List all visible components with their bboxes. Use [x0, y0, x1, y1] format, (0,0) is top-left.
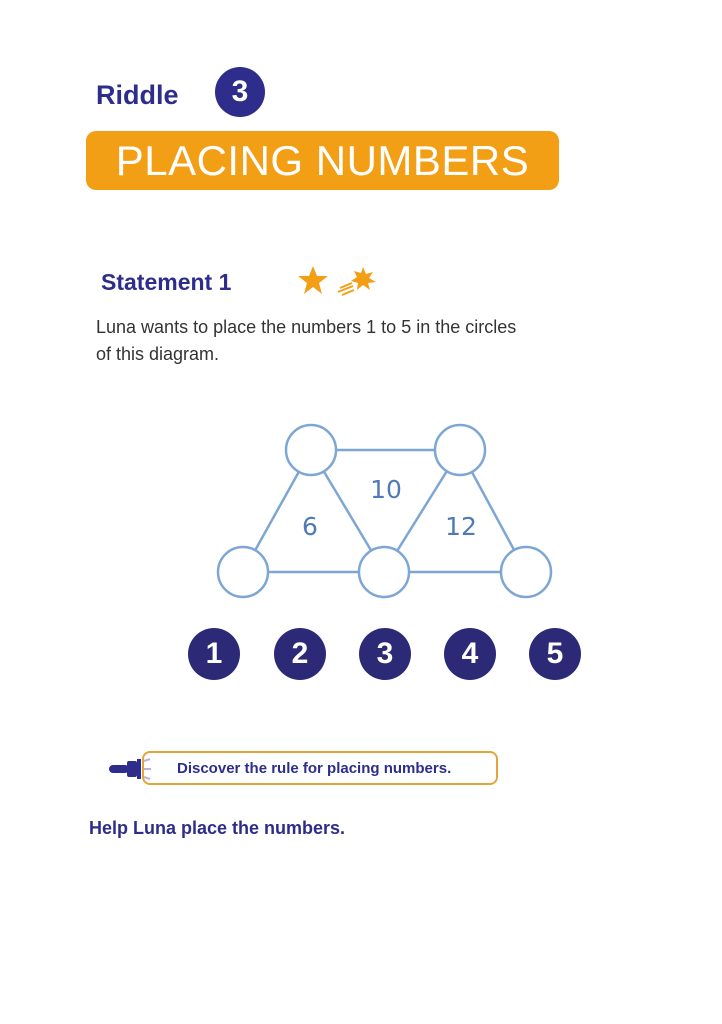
number-token-5[interactable]: 5 [529, 628, 581, 680]
diagram-circle-top-right[interactable] [435, 425, 485, 475]
number-token-2[interactable]: 2 [274, 628, 326, 680]
flashlight-icon [107, 756, 151, 782]
diagram-circle-bottom-right[interactable] [501, 547, 551, 597]
riddle-label: Riddle [96, 80, 179, 110]
number-token-4[interactable]: 4 [444, 628, 496, 680]
task-instruction: Help Luna place the numbers. [89, 818, 346, 838]
diagram-circle-top-left[interactable] [286, 425, 336, 475]
riddle-number-badge: 3 [215, 67, 265, 117]
diagram-circle-bottom-middle[interactable] [359, 547, 409, 597]
triangle-sum-middle: 10 [370, 475, 402, 504]
diagram-circle-bottom-left[interactable] [218, 547, 268, 597]
triangle-sum-left: 6 [302, 512, 318, 541]
hint-box [142, 751, 498, 785]
statement-label: Statement 1 [101, 269, 232, 295]
hint-text: Discover the rule for placing numbers. [177, 759, 452, 777]
number-tokens-row [188, 628, 588, 684]
star-icon [298, 266, 328, 294]
triangle-sum-right: 12 [445, 512, 477, 541]
shooting-star-icon [338, 267, 376, 295]
difficulty-icons [260, 263, 380, 297]
statement-text [96, 314, 616, 368]
number-diagram [210, 418, 560, 600]
moon-icon [266, 266, 284, 291]
page-title: PLACING NUMBERS [86, 131, 559, 190]
number-token-1[interactable]: 1 [188, 628, 240, 680]
statement-line-2: of this diagram. [96, 344, 220, 364]
statement-line-1: Luna wants to place the numbers 1 to 5 in the circles [96, 317, 517, 337]
number-token-3[interactable]: 3 [359, 628, 411, 680]
